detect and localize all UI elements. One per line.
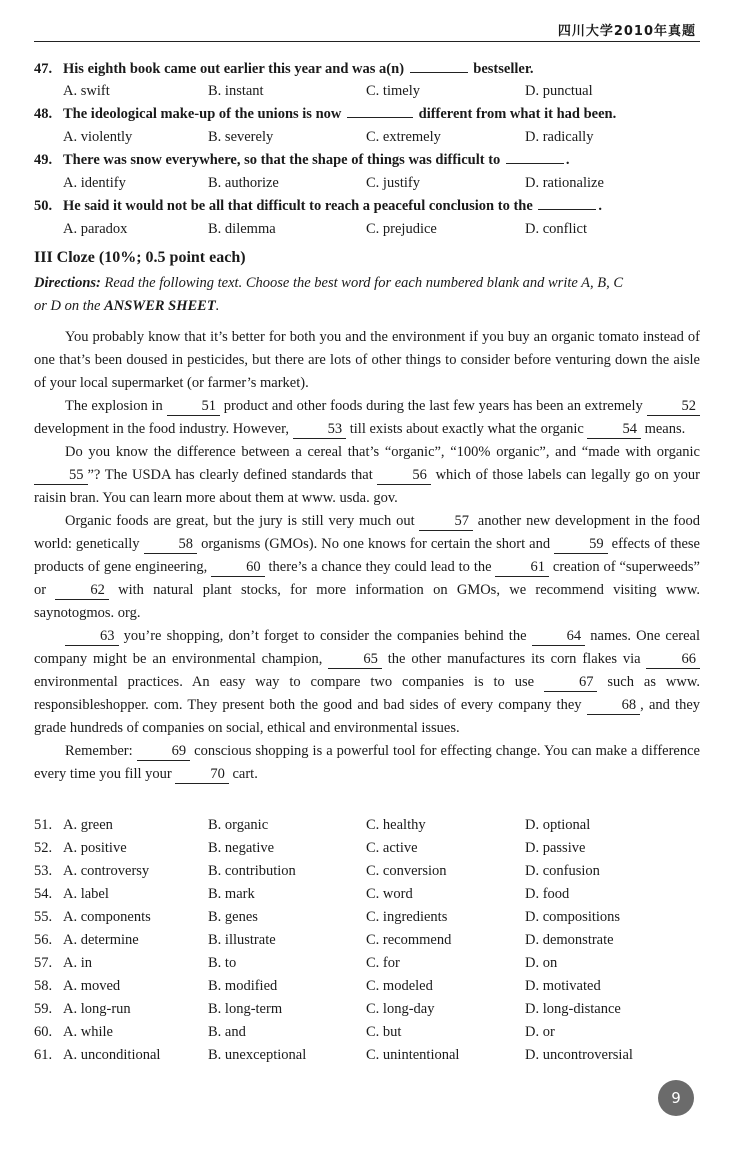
question-number: 49. bbox=[34, 152, 53, 168]
question-stem bbox=[63, 59, 534, 79]
text: environmental practices. An easy way to compare two companies is to use bbox=[34, 674, 544, 690]
text: , and they grade hundreds of companies on social, ethical and environmental issues. bbox=[34, 697, 701, 736]
option-a: A. while bbox=[63, 1024, 113, 1040]
answer-row bbox=[0, 884, 744, 904]
question-stem bbox=[63, 196, 602, 216]
directions-line-2 bbox=[34, 296, 700, 316]
text: conscious shopping is a powerful tool for effecting change. You can make a difference every time you fill your bbox=[34, 743, 700, 782]
answer-blank bbox=[347, 104, 413, 118]
option-b: B. long-term bbox=[208, 1001, 283, 1017]
question-number: 50. bbox=[34, 198, 53, 214]
text: Remember: bbox=[65, 743, 137, 759]
paragraph-2 bbox=[34, 395, 700, 441]
option-d: D. punctual bbox=[525, 83, 593, 99]
text: The explosion in bbox=[65, 398, 167, 414]
options-48 bbox=[0, 127, 744, 147]
option-a: A. swift bbox=[63, 83, 110, 99]
answer-row bbox=[0, 861, 744, 881]
answer-number: 52. bbox=[34, 840, 53, 856]
option-d: D. long-distance bbox=[525, 1001, 621, 1017]
option-d: D. conflict bbox=[525, 221, 588, 237]
option-c: C. timely bbox=[366, 83, 420, 99]
stem-text: The ideological make-up of the unions is now bbox=[63, 106, 345, 122]
options-49 bbox=[0, 173, 744, 193]
answer-number: 60. bbox=[34, 1024, 53, 1040]
option-c: C. active bbox=[366, 840, 418, 856]
text: which of those labels can legally go on your raisin bran. You can learn more about them at www. usda. gov. bbox=[34, 467, 700, 506]
text: there’s a chance they could lead to the bbox=[264, 559, 496, 575]
header-title: 四川大学2010年真题 bbox=[557, 24, 696, 39]
option-a: A. unconditional bbox=[63, 1047, 161, 1063]
text: effects of these products of gene engineering, bbox=[34, 536, 700, 575]
text: Do you know the difference between a cereal that’s “organic”, “100% organic”, and “made with organic bbox=[65, 444, 700, 460]
paragraph-4 bbox=[34, 510, 700, 625]
option-a: A. determine bbox=[63, 932, 139, 948]
option-b: B. instant bbox=[208, 83, 264, 99]
answer-row bbox=[0, 930, 744, 950]
option-d: D. confusion bbox=[525, 863, 600, 879]
directions-label: Directions: bbox=[34, 275, 101, 291]
text: ”? The USDA has clearly defined standards that bbox=[87, 467, 378, 483]
option-a: A. label bbox=[63, 886, 109, 902]
option-c: C. prejudice bbox=[366, 221, 437, 237]
text: another new development in the food world: genetically bbox=[34, 513, 701, 552]
text: with natural plant stocks, for more information on GMOs, we recommend visiting www. saynotogmos. org. bbox=[34, 582, 700, 621]
option-c: C. extremely bbox=[366, 129, 441, 145]
option-b: B. unexceptional bbox=[208, 1047, 307, 1063]
answer-number: 54. bbox=[34, 886, 53, 902]
option-c: C. conversion bbox=[366, 863, 447, 879]
stem-text: His eighth book came out earlier this year and was a(n) bbox=[63, 61, 408, 77]
answer-number: 55. bbox=[34, 909, 53, 925]
option-b: B. to bbox=[208, 955, 237, 971]
option-d: D. compositions bbox=[525, 909, 621, 925]
option-b: B. organic bbox=[208, 817, 269, 833]
text: till exists about exactly what the organic bbox=[346, 421, 588, 437]
answer-blank bbox=[410, 59, 468, 73]
option-b: B. negative bbox=[208, 840, 275, 856]
option-b: B. severely bbox=[208, 129, 274, 145]
option-a: A. in bbox=[63, 955, 92, 971]
option-d: D. food bbox=[525, 886, 570, 902]
option-d: D. on bbox=[525, 955, 558, 971]
text: product and other foods during the last few years has been an extremely bbox=[220, 398, 647, 414]
text: you’re shopping, don’t forget to consider the companies behind the bbox=[118, 628, 532, 644]
question-stem bbox=[63, 104, 616, 124]
answer-row bbox=[0, 907, 744, 927]
stem-text: . bbox=[565, 152, 570, 168]
answer-number: 53. bbox=[34, 863, 53, 879]
stem-text: He said it would not be all that difficult to reach a peaceful conclusion to the bbox=[63, 198, 537, 214]
stem-text: . bbox=[598, 198, 603, 214]
question-number: 48. bbox=[34, 106, 53, 122]
option-a: A. violently bbox=[63, 129, 133, 145]
text: organisms (GMOs). No one knows for certain the short and bbox=[197, 536, 555, 552]
text: the other manufactures its corn flakes via bbox=[381, 651, 647, 667]
blank-58: 58 bbox=[144, 536, 198, 554]
answer-sheet-emph: ANSWER SHEET bbox=[104, 298, 216, 314]
paragraph-6 bbox=[34, 740, 700, 786]
options-47 bbox=[0, 81, 744, 101]
option-d: D. optional bbox=[525, 817, 591, 833]
blank-61: 61 bbox=[495, 559, 549, 577]
blank-66: 66 bbox=[646, 651, 700, 669]
option-c: C. long-day bbox=[366, 1001, 435, 1017]
blank-68: 68 bbox=[587, 697, 641, 715]
text: such as www. responsibleshopper. com. They present both the good and bad sides of every company they bbox=[34, 674, 700, 713]
answer-row bbox=[0, 815, 744, 835]
option-a: A. controversy bbox=[63, 863, 150, 879]
options-50 bbox=[0, 219, 744, 239]
cloze-passage bbox=[34, 326, 700, 786]
answer-number: 61. bbox=[34, 1047, 53, 1063]
answer-number: 57. bbox=[34, 955, 53, 971]
option-a: A. components bbox=[63, 909, 151, 925]
text: names. One cereal company might be an environmental champion, bbox=[34, 628, 700, 667]
answer-row bbox=[0, 953, 744, 973]
directions-text: Read the following text. Choose the best word for each numbered blank and write A, B, C bbox=[100, 275, 624, 291]
answer-number: 51. bbox=[34, 817, 53, 833]
option-b: B. modified bbox=[208, 978, 278, 994]
stem-text: different from what it had been. bbox=[415, 106, 617, 122]
question-number: 47. bbox=[34, 61, 53, 77]
option-a: A. moved bbox=[63, 978, 121, 994]
option-c: C. justify bbox=[366, 175, 420, 191]
answer-row bbox=[0, 976, 744, 996]
option-a: A. identify bbox=[63, 175, 126, 191]
text: creation of “superweeds” or bbox=[34, 559, 700, 598]
text: development in the food industry. However, bbox=[34, 421, 293, 437]
answer-row bbox=[0, 1022, 744, 1042]
directions-end: . bbox=[215, 298, 220, 314]
answer-number: 56. bbox=[34, 932, 53, 948]
blank-56: 56 bbox=[377, 467, 431, 485]
option-b: B. and bbox=[208, 1024, 246, 1040]
question-47 bbox=[0, 59, 744, 79]
question-stem bbox=[63, 150, 570, 170]
blank-70: 70 bbox=[175, 766, 229, 784]
option-c: C. but bbox=[366, 1024, 402, 1040]
option-b: B. mark bbox=[208, 886, 255, 902]
answer-row bbox=[0, 838, 744, 858]
text: Organic foods are great, but the jury is still very much out bbox=[65, 513, 420, 529]
page-header bbox=[34, 14, 700, 42]
blank-67: 67 bbox=[544, 674, 598, 692]
blank-62: 62 bbox=[55, 582, 109, 600]
paragraph-3 bbox=[34, 441, 700, 510]
answer-row bbox=[0, 999, 744, 1019]
blank-59: 59 bbox=[554, 536, 608, 554]
option-a: A. positive bbox=[63, 840, 127, 856]
option-d: D. or bbox=[525, 1024, 555, 1040]
section-title: III Cloze (10%; 0.5 point each) bbox=[34, 249, 246, 266]
option-b: B. dilemma bbox=[208, 221, 276, 237]
option-c: C. modeled bbox=[366, 978, 433, 994]
text: means. bbox=[640, 421, 686, 437]
option-c: C. for bbox=[366, 955, 400, 971]
answer-blank bbox=[538, 196, 596, 210]
option-a: A. paradox bbox=[63, 221, 128, 237]
option-d: D. demonstrate bbox=[525, 932, 614, 948]
blank-51: 51 bbox=[167, 398, 221, 416]
text: cart. bbox=[228, 766, 258, 782]
option-c: C. recommend bbox=[366, 932, 452, 948]
option-c: C. unintentional bbox=[366, 1047, 460, 1063]
option-b: B. illustrate bbox=[208, 932, 276, 948]
option-d: D. motivated bbox=[525, 978, 601, 994]
question-48 bbox=[0, 104, 744, 124]
stem-text: bestseller. bbox=[469, 61, 534, 77]
option-b: B. contribution bbox=[208, 863, 296, 879]
answer-number: 58. bbox=[34, 978, 53, 994]
blank-63: 63 bbox=[65, 628, 119, 646]
option-c: C. healthy bbox=[366, 817, 426, 833]
option-d: D. uncontroversial bbox=[525, 1047, 633, 1063]
question-49 bbox=[0, 150, 744, 170]
option-c: C. word bbox=[366, 886, 413, 902]
stem-text: There was snow everywhere, so that the shape of things was difficult to bbox=[63, 152, 504, 168]
option-c: C. ingredients bbox=[366, 909, 448, 925]
paragraph-5 bbox=[34, 625, 700, 740]
option-d: D. rationalize bbox=[525, 175, 604, 191]
blank-55: 55 bbox=[34, 467, 88, 485]
directions-line-1 bbox=[34, 273, 700, 293]
answer-row bbox=[0, 1045, 744, 1065]
blank-52: 52 bbox=[647, 398, 701, 416]
blank-54: 54 bbox=[587, 421, 641, 439]
option-a: A. long-run bbox=[63, 1001, 131, 1017]
blank-57: 57 bbox=[419, 513, 473, 531]
paragraph-1: You probably know that it’s better for both you and the environment if you buy an organic tomato instead of one that’s been doused in pesticides, but there are lots of other things to consider before venturing down the aisle of your local supermarket (or farmer’s market). bbox=[34, 329, 700, 391]
question-50 bbox=[0, 196, 744, 216]
blank-64: 64 bbox=[532, 628, 586, 646]
blank-65: 65 bbox=[328, 651, 382, 669]
answer-blank bbox=[506, 150, 564, 164]
blank-60: 60 bbox=[211, 559, 265, 577]
blank-53: 53 bbox=[293, 421, 347, 439]
option-b: B. genes bbox=[208, 909, 258, 925]
option-a: A. green bbox=[63, 817, 113, 833]
directions-text: or D on the bbox=[34, 298, 105, 314]
option-d: D. radically bbox=[525, 129, 594, 145]
answer-number: 59. bbox=[34, 1001, 53, 1017]
page-number: 9 bbox=[658, 1080, 694, 1116]
blank-69: 69 bbox=[137, 743, 191, 761]
option-d: D. passive bbox=[525, 840, 586, 856]
option-b: B. authorize bbox=[208, 175, 279, 191]
